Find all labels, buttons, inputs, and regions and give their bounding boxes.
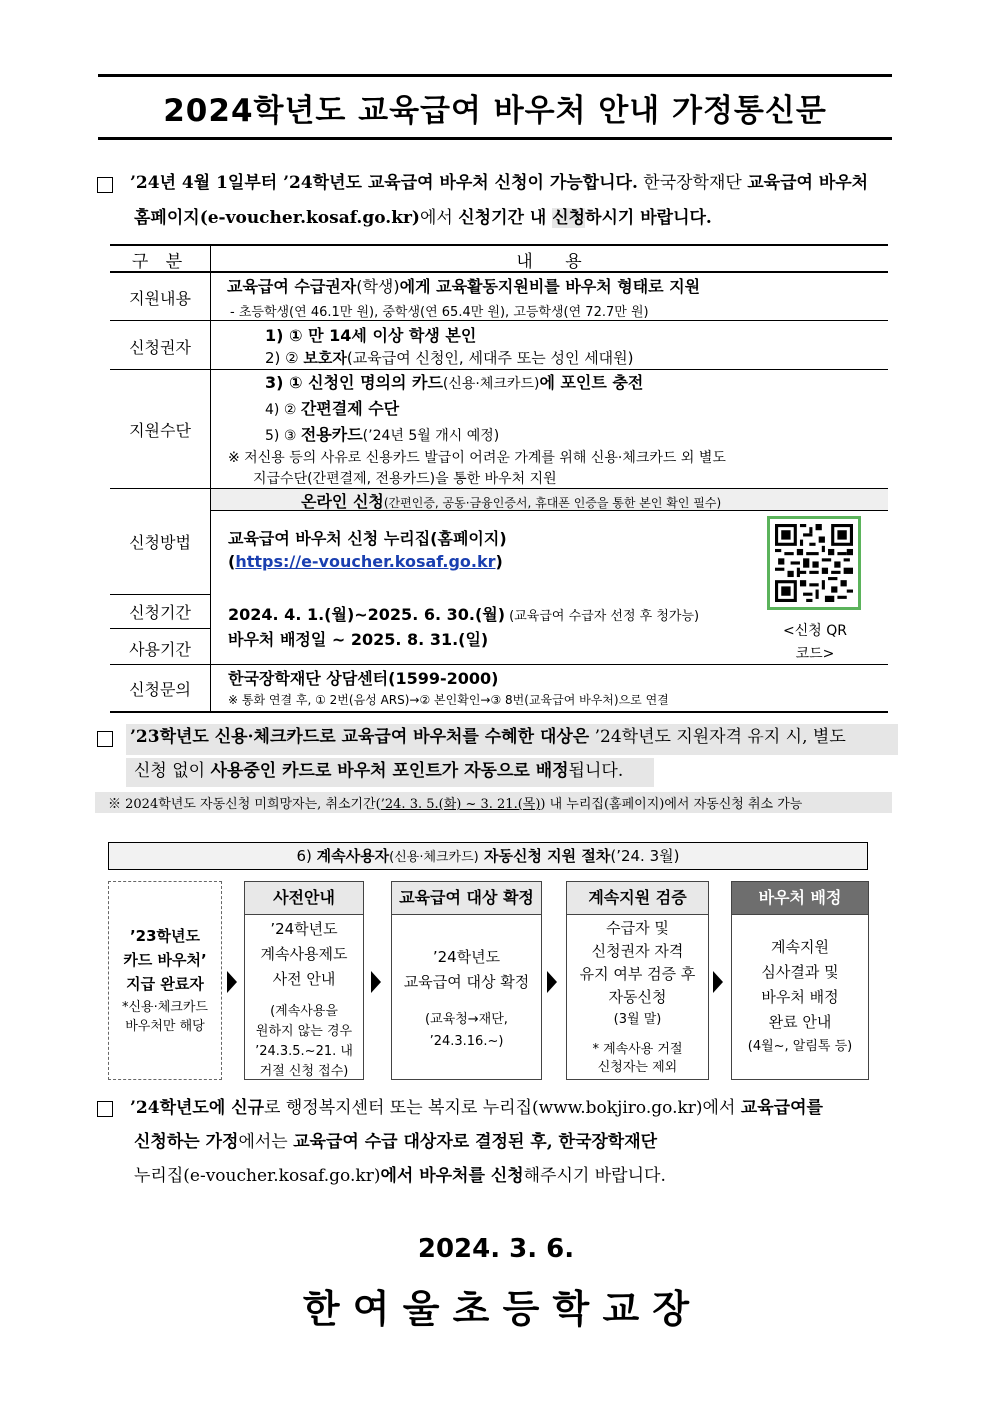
flow-step-4 — [731, 881, 869, 1080]
notice-2-end: 됩니다. — [568, 761, 624, 781]
means-item-3 — [265, 370, 643, 393]
flow-step-4-line: 바우처 배정 — [761, 988, 839, 1006]
notice-2-line-1 — [130, 720, 846, 754]
notice-3-a: ’24학년도에 — [130, 1098, 232, 1118]
notice-1-text-2: 에서 — [419, 208, 459, 228]
header-content: 내 용 — [516, 252, 582, 272]
applicant-item-2-a: 2) ② — [265, 349, 304, 367]
applicant-item-2-b: 보호자 — [303, 349, 347, 367]
applicant-item-2 — [265, 347, 634, 368]
inquiry-value: 한국장학재단 상담센터(1599-2000) — [228, 669, 499, 688]
arrow-icon — [371, 971, 381, 993]
notice-2-line-2 — [134, 754, 623, 788]
notice-3-g: 교육급여 수급 대상자로 결정된 후, 한국장학재단 — [293, 1132, 658, 1152]
flow-step-2-note: (교육청→재단, — [425, 1012, 508, 1027]
notice-3-h: 누리집(e-voucher.kosaf.go.kr) — [134, 1166, 381, 1186]
inquiry-note: ※ 통화 연결 후, ① 2번(음성 ARS)→② 본인확인→③ 8번(교육급여 바우처)으로 연결 — [228, 693, 669, 707]
notice-1-text: 한국장학재단 — [637, 173, 748, 193]
notice-3-line-3 — [134, 1159, 666, 1193]
info-table — [110, 244, 888, 712]
notice-3-c: 로 행정복지센터 또는 복지로 누리집(www.bokjiro.go.kr)에서 — [264, 1098, 741, 1118]
notice-2-bold-2: 사용중인 카드로 바우처 포인트가 자동으로 배정 — [210, 761, 569, 781]
means-item-5-b: 전용카드 — [300, 425, 363, 444]
page-title: 2024학년도 교육급여 바우처 안내 가정통신문 — [98, 74, 892, 140]
method-online — [301, 489, 721, 512]
flow-step-3-line: 신청권자 자격 — [591, 942, 684, 960]
means-item-5-a: 5) ③ — [265, 428, 301, 444]
notice-1-apply: 신청 — [552, 208, 586, 228]
flow-step-1-note: ’24.3.5.~21. 내 — [255, 1044, 353, 1059]
flow-step-3-line: 자동신청 — [608, 988, 667, 1006]
checkbox-notice-3 — [97, 1101, 113, 1117]
support-main-b: (학생) — [356, 277, 400, 296]
notice-1-line-1 — [130, 166, 868, 200]
flow-header-a: 6) — [296, 847, 317, 865]
flow-step-3 — [566, 881, 709, 1080]
support-sub: - 초등학생(연 46.1만 원), 중학생(연 65.4만 원), 고등학생(연 72.7만 원) — [230, 305, 649, 320]
flow-step-2-note: ’24.3.16.~) — [429, 1034, 504, 1049]
flow-step-4-note: (4월~, 알림톡 등) — [747, 1039, 853, 1054]
method-online-a: 온라인 신청 — [301, 492, 384, 511]
issue-date: 2024. 3. 6. — [417, 1234, 575, 1264]
notice-2-bold: ’23학년도 신용·체크카드로 교육급여 바우처를 수혜한 대상은 — [130, 727, 590, 747]
notice-1-bold-2: 교육급여 바우처 — [747, 173, 869, 193]
flow-header-b: 계속사용자 — [316, 847, 390, 865]
notice-1-homepage: 홈페이지(e-voucher.kosaf.go.kr) — [134, 208, 420, 228]
means-item-5 — [265, 422, 499, 445]
flow-step-3-title: 계속지원 검증 — [567, 882, 708, 915]
notice-2-text: ’24학년도 지원자격 유지 시, 별도 — [589, 727, 846, 747]
notice-3-e: 신청하는 가정 — [134, 1132, 239, 1152]
flow-step-1-line: ’24학년도 — [270, 920, 338, 938]
arrow-icon — [227, 971, 237, 993]
applicant-item-2-c: (교육급여 신청인, 세대주 또는 성인 세대원) — [346, 349, 634, 367]
flow-step-2-line: ’24학년도 — [432, 948, 501, 966]
flow-start-box — [108, 881, 222, 1080]
flow-step-1 — [244, 881, 364, 1080]
use-value: 바우처 배정일 ~ 2025. 8. 31.(일) — [228, 630, 489, 649]
flow-step-1-line: 계속사용제도 — [260, 945, 348, 963]
notice-3-d: 교육급여를 — [740, 1098, 823, 1118]
label-period: 신청기간 — [129, 603, 191, 622]
flow-start-line-1: ’23학년도 — [129, 927, 201, 945]
notice-2-note-b: ’24. 3. 5.(화) ~ 3. 21.(목) — [380, 797, 541, 812]
means-note-1: ※ 저신용 등의 사유로 신용카드 발급이 어려운 가계를 위해 신용·체크카드 외 별도 — [228, 450, 726, 466]
qr-caption-2: 코드> — [795, 646, 835, 662]
notice-1-line-2 — [134, 201, 712, 235]
label-use: 사용기간 — [129, 640, 191, 659]
school-principal: 한 여 울 초 등 학 교 장 — [302, 1287, 690, 1331]
flow-step-4-line: 완료 안내 — [768, 1013, 832, 1031]
notice-3-f: 에서는 — [238, 1132, 294, 1152]
period-value-a: 2024. 4. 1.(월)~2025. 6. 30.(월) — [228, 605, 506, 624]
means-item-4-b: 간편결제 수단 — [300, 399, 400, 418]
label-means: 지원수단 — [129, 421, 191, 440]
support-main-a: 교육급여 수급권자 — [227, 277, 357, 296]
period-value — [228, 602, 699, 625]
label-support: 지원내용 — [129, 289, 191, 308]
flow-start-note-2: 바우처만 해당 — [125, 1019, 205, 1034]
flow-step-3-line: 유지 여부 검증 후 — [579, 965, 696, 983]
flow-step-3-note: * 계속사용 거절 — [592, 1042, 683, 1057]
means-item-4-a: 4) ② — [265, 402, 301, 418]
notice-1-bold: ’24년 4월 1일부터 ’24학년도 교육급여 바우처 신청이 가능합니다. — [130, 173, 638, 193]
notice-2-text-2: 신청 없이 — [134, 761, 211, 781]
notice-3-line-2 — [134, 1125, 657, 1159]
notice-1-end: 하시기 바랍니다. — [585, 208, 712, 228]
checkbox-notice-1 — [97, 177, 113, 193]
means-item-3-c: 에 포인트 충전 — [539, 373, 644, 392]
flow-step-2 — [391, 881, 542, 1080]
notice-3-i: 에서 바우처를 신청 — [380, 1166, 524, 1186]
notice-2-note-c: ) 내 누리집(홈페이지)에서 자동신청 취소 가능 — [540, 797, 803, 812]
flow-step-2-line: 교육급여 대상 확정 — [403, 973, 530, 991]
means-item-4 — [265, 396, 399, 419]
qr-caption-1: <신청 QR — [783, 623, 847, 639]
site-url-link[interactable]: https://e-voucher.kosaf.go.kr — [235, 552, 496, 571]
arrow-icon — [713, 971, 723, 993]
flow-step-4-line: 계속지원 — [771, 938, 829, 956]
applicant-item-1: 1) ① 만 14세 이상 학생 본인 — [265, 326, 477, 345]
period-value-b: (교육급여 수급자 선정 후 청가능) — [505, 609, 700, 624]
notice-2-note-a: ※ 2024학년도 자동신청 미희망자는, 취소기간( — [108, 797, 381, 812]
flow-step-1-note: (계속사용을 — [270, 1004, 338, 1019]
flow-header-c: (신용·체크카드) — [389, 850, 479, 865]
flow-header — [108, 842, 868, 870]
method-online-b: (간편인증, 공동·금융인증서, 휴대폰 인증을 통한 본인 확인 필수) — [383, 496, 722, 510]
notice-2-note — [108, 793, 802, 812]
notice-1-period: 신청기간 내 — [458, 208, 553, 228]
label-method: 신청방법 — [129, 533, 191, 552]
flow-header-e: (’24. 3월) — [610, 847, 680, 865]
notice-3-j: 해주시기 바랍니다. — [523, 1166, 666, 1186]
notice-3-b: 신규 — [231, 1098, 265, 1118]
support-main — [227, 274, 700, 297]
notice-3-line-1 — [130, 1091, 823, 1125]
flow-step-2-title: 교육급여 대상 확정 — [392, 882, 541, 915]
means-item-3-b: (신용·체크카드) — [442, 376, 540, 392]
means-note-2: 지급수단(간편결제, 전용카드)을 통한 바우처 지원 — [253, 471, 557, 487]
arrow-icon — [547, 971, 557, 993]
label-inquiry: 신청문의 — [129, 680, 191, 699]
checkbox-notice-2 — [97, 731, 113, 747]
qr-code-icon — [775, 524, 853, 602]
flow-step-1-line: 사전 안내 — [272, 970, 336, 988]
qr-code[interactable] — [767, 516, 861, 610]
support-main-c: 에게 교육활동지원비를 바우처 형태로 지원 — [399, 277, 701, 296]
flow-header-d: 자동신청 지원 절차 — [478, 847, 611, 865]
flow-step-1-note: 거절 신청 접수) — [259, 1064, 349, 1079]
flow-step-3-note: 신청자는 제외 — [597, 1060, 678, 1075]
header-label: 구 분 — [131, 252, 189, 272]
flow-step-4-title: 바우처 배정 — [732, 882, 868, 915]
means-item-5-c: (’24년 5월 개시 예정) — [362, 428, 500, 444]
flow-step-3-note: (3월 말) — [613, 1012, 662, 1027]
label-applicant: 신청권자 — [129, 338, 191, 357]
flow-start-line-2: 카드 바우처’ — [123, 951, 207, 969]
flow-step-3-line: 수급자 및 — [606, 919, 669, 937]
means-item-3-a: 3) ① 신청인 명의의 카드 — [265, 373, 443, 392]
flow-step-4-line: 심사결과 및 — [761, 963, 839, 981]
flow-step-1-title: 사전안내 — [245, 882, 363, 915]
flow-start-note-1: *신용·체크카드 — [122, 1000, 208, 1015]
flow-start-line-3: 지급 완료자 — [126, 975, 204, 993]
flow-step-1-note: 원하지 않는 경우 — [255, 1024, 353, 1039]
method-site-link: (https://e-voucher.kosaf.go.kr) — [228, 552, 503, 571]
method-site-name: 교육급여 바우처 신청 누리집(홈페이지) — [228, 529, 507, 548]
